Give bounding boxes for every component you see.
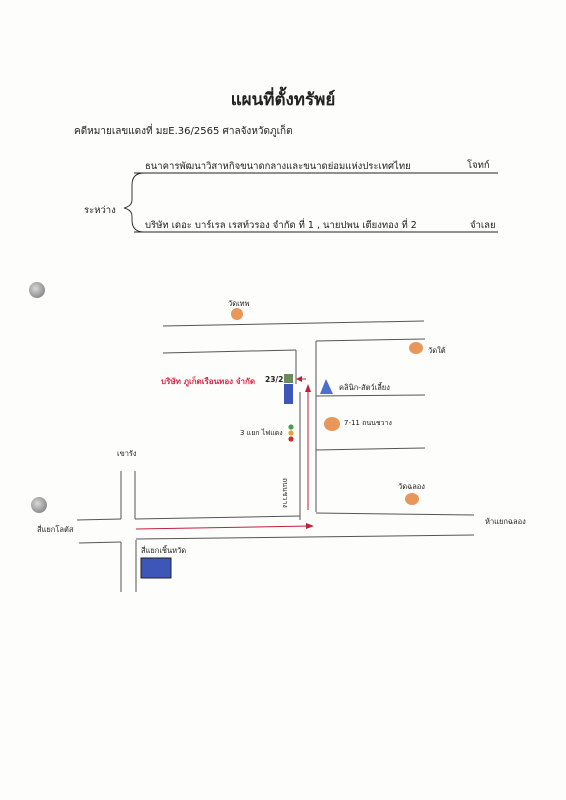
wat-khlong-marker — [405, 493, 419, 505]
road-main-left-a — [77, 519, 121, 520]
label-house-number: 23/2 — [265, 375, 284, 384]
page-title: แผนที่ตั้งทรัพย์ — [230, 90, 336, 110]
route-arrow-main — [136, 526, 310, 529]
road-right-top — [316, 339, 425, 341]
label-chin-pracha: สี่แยกเชิ้นหวัด — [141, 546, 187, 555]
road-upper-left — [163, 350, 296, 353]
plaintiff-role: โจทก์ — [467, 160, 490, 171]
defendant-role: จำเลย — [470, 220, 496, 231]
road-right-lower — [316, 448, 425, 450]
traffic-light-green — [288, 424, 293, 429]
route-arrow-main-head — [306, 523, 314, 529]
label-junction-left: สี่แยกโลตัส — [37, 525, 74, 534]
route-arrow-turn-head — [296, 376, 302, 382]
company-building-blue — [284, 384, 293, 404]
label-seven-eleven: 7-11 ถนนชวาง — [344, 419, 392, 427]
plaintiff-name: ธนาคารพัฒนาวิสาหกิจขนาดกลางและขนาดย่อมแห่งประเทศไทย — [145, 161, 411, 172]
traffic-light-red — [288, 436, 293, 441]
label-wat-tai: วัดใต้ — [428, 346, 446, 355]
between-label: ระหว่าง — [84, 205, 116, 216]
road-main-bottom-right — [136, 535, 474, 539]
case-number-line: คดีหมายเลขแดงที่ มยE.36/2565 ศาลจังหวัดภูเก็ต — [74, 126, 293, 137]
south-building — [141, 558, 171, 578]
road-main-bottom-left — [79, 542, 121, 543]
road-top — [163, 321, 424, 326]
traffic-light-amber — [288, 430, 293, 435]
label-junction-right: ห้าแยกฉลอง — [485, 517, 526, 526]
wat-tai-marker — [409, 342, 423, 354]
route-arrow-north-head — [305, 384, 311, 392]
label-wat-khlong: วัดฉลอง — [398, 482, 425, 491]
road-main-top-mid — [135, 516, 300, 519]
label-road-vertical: ถนนชวาง — [281, 478, 289, 508]
seven-eleven-marker — [324, 417, 340, 431]
label-khao-rang: เขารัง — [117, 449, 137, 458]
defendant-name: บริษัท เดอะ บาร์เรล เรสท์วรอง จำกัด ที่ 1 , นายปพน เตียงทอง ที่ 2 — [145, 220, 417, 231]
clinic-triangle-marker — [320, 379, 333, 394]
label-wat-thep: วัดเทพ — [228, 299, 250, 308]
label-company: บริษัท ภูเก็ตเรือนทอง จำกัด — [161, 377, 256, 386]
road-right-mid — [316, 395, 425, 396]
label-traffic-light: 3 แยก ไฟแดง — [240, 429, 283, 437]
company-building-green — [284, 374, 293, 383]
label-clinic: คลินิก-สัตว์เลี้ยง — [339, 383, 390, 392]
road-main-top-right — [316, 513, 474, 515]
